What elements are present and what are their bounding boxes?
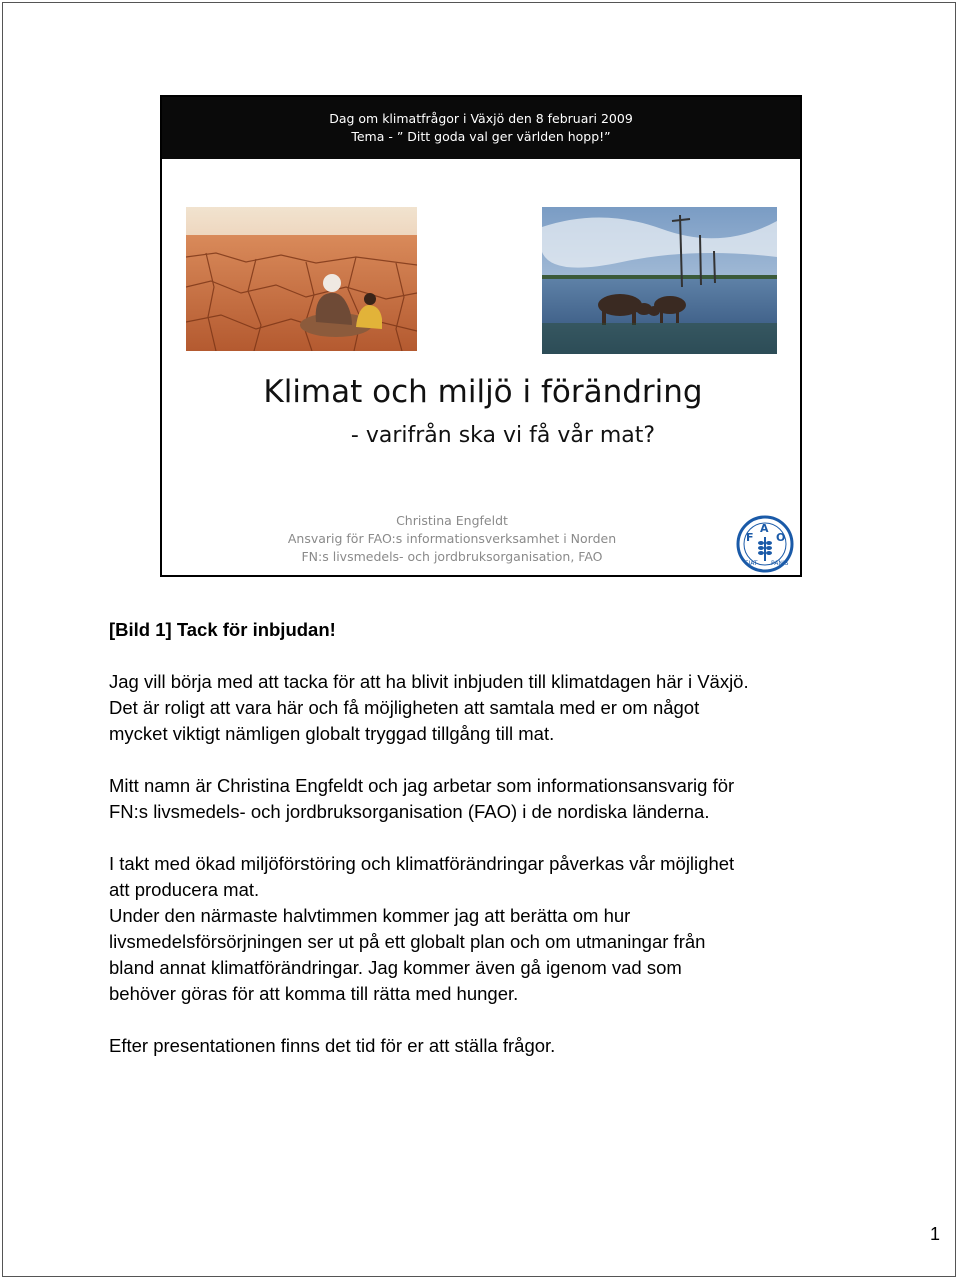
notes-line: Mitt namn är Christina Engfeldt och jag arbetar som informationsansvarig för — [109, 775, 735, 796]
fao-motto-left: FIAT — [745, 560, 758, 567]
fao-motto-right: PANIS — [771, 560, 789, 567]
drought-photo — [186, 207, 417, 351]
slide-title: Klimat och miljö i förändring — [263, 374, 703, 410]
svg-text:A: A — [760, 522, 769, 535]
credit-name: Christina Engfeldt — [396, 513, 508, 528]
notes-heading: [Bild 1] Tack för inbjudan! — [109, 619, 336, 640]
fao-logo — [736, 515, 794, 573]
speaker-notes — [109, 617, 869, 1059]
slide-credits — [162, 512, 742, 566]
slide-header-line-1: Dag om klimatfrågor i Växjö den 8 februari 2009 — [329, 111, 633, 126]
notes-line: behöver göras för att komma till rätta med hunger. — [109, 983, 519, 1004]
notes-line: Det är roligt att vara här och få möjligheten att samtala med er om något — [109, 697, 700, 718]
notes-line: Efter presentationen finns det tid för er att ställa frågor. — [109, 1035, 556, 1056]
notes-line: mycket viktigt nämligen globalt tryggad tillgång till mat. — [109, 723, 555, 744]
notes-line: I takt med ökad miljöförstöring och klimatförändringar påverkas vår möjlighet — [109, 853, 735, 874]
slide-subtitle: - varifrån ska vi få vår mat? — [350, 423, 656, 448]
flood-photo — [542, 207, 777, 354]
notes-line: Jag vill börja med att tacka för att ha blivit inbjuden till klimatdagen här i Växjö. — [109, 671, 749, 692]
notes-line: Under den närmaste halvtimmen kommer jag att berätta om hur — [109, 905, 631, 926]
slide-header-line-2: Tema - ” Ditt goda val ger världen hopp!” — [351, 129, 611, 144]
notes-line: livsmedelsförsörjningen ser ut på ett globalt plan och om utmaningar från — [109, 931, 706, 952]
notes-line: att producera mat. — [109, 879, 260, 900]
svg-text:O: O — [776, 531, 786, 544]
svg-text:F: F — [746, 531, 754, 544]
notes-line: FN:s livsmedels- och jordbruksorganisation (FAO) i de nordiska länderna. — [109, 801, 710, 822]
slide-header-banner — [162, 97, 800, 159]
credit-role: Ansvarig för FAO:s informationsverksamhet i Norden — [287, 531, 617, 546]
notes-line: bland annat klimatförändringar. Jag kommer även gå igenom vad som — [109, 957, 682, 978]
credit-organization: FN:s livsmedels- och jordbruksorganisation, FAO — [301, 549, 603, 564]
page-number: 1 — [930, 1224, 941, 1244]
slide-thumbnail — [160, 95, 802, 577]
